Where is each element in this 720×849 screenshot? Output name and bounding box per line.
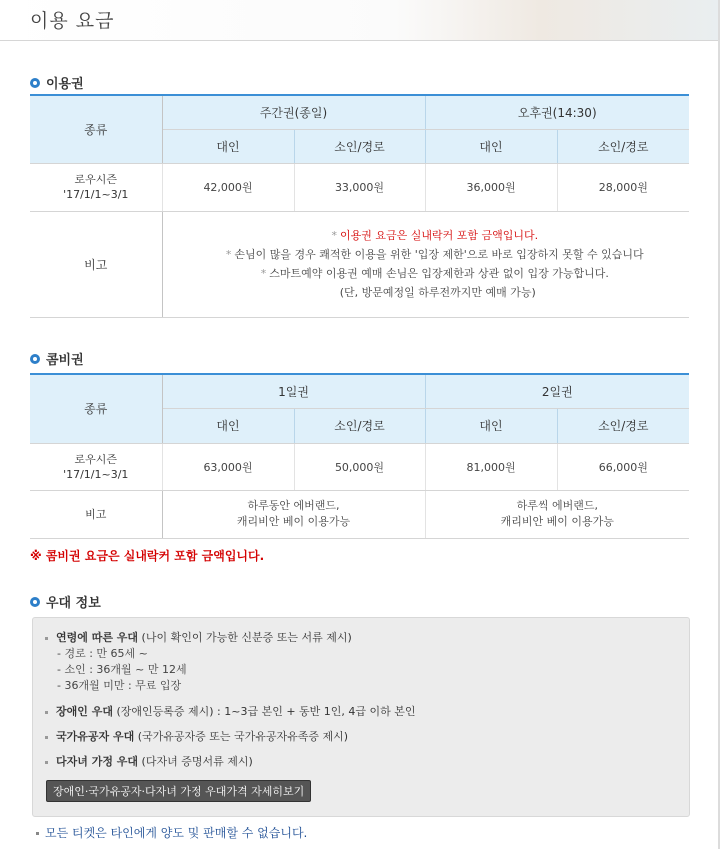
remark-2day: 하루씩 에버랜드, 캐리비안 베이 이용가능 bbox=[425, 490, 689, 538]
season-cell bbox=[30, 443, 162, 490]
price-cell: 66,000원 bbox=[557, 443, 689, 490]
note-line: (단, 방문예정일 하루전까지만 예매 가능) bbox=[339, 286, 536, 299]
benefit-info-box bbox=[32, 617, 690, 817]
combo-locker-note: ※ 콤비권 요금은 실내락커 포함 금액입니다. bbox=[30, 549, 265, 563]
page-header bbox=[0, 0, 720, 41]
adult-header: 대인 bbox=[162, 129, 294, 163]
circle-bullet-icon bbox=[30, 354, 40, 364]
benefit-detail-button[interactable]: 장애인·국가유공자·다자녀 가정 우대가격 자세히보기 bbox=[46, 780, 311, 802]
benefit-section-title-text: 우대 정보 bbox=[46, 596, 101, 611]
page-title: 이용 요금 bbox=[30, 10, 115, 32]
adult-header: 대인 bbox=[425, 129, 557, 163]
pass-section-title-text: 이용권 bbox=[46, 77, 84, 92]
season-period: '17/1/1~3/1 bbox=[63, 188, 129, 201]
season-name: 로우시즌 bbox=[74, 452, 117, 466]
table-row bbox=[30, 443, 689, 490]
adult-header: 대인 bbox=[162, 408, 294, 443]
benefit-section-title bbox=[30, 592, 101, 611]
price-cell: 33,000원 bbox=[294, 163, 425, 211]
age-benefit: 연령에 따른 우대 (나이 확인이 가능한 신분증 또는 서류 제시) bbox=[45, 629, 352, 645]
group-header-1day: 1일권 bbox=[162, 374, 425, 408]
child-header: 소인/경로 bbox=[294, 408, 425, 443]
group-header-2day: 2일권 bbox=[425, 374, 689, 408]
age-sub-infant: - 36개월 미만 : 무료 입장 bbox=[57, 679, 182, 692]
multichild-benefit: 다자녀 가정 우대 (다자녀 증명서류 제시) bbox=[45, 753, 253, 769]
remark-row bbox=[30, 211, 689, 317]
merit-benefit: 국가유공자 우대 (국가유공자증 또는 국가유공자유족증 제시) bbox=[45, 728, 348, 744]
table-row bbox=[30, 163, 689, 211]
transfer-notice: 모든 티켓은 타인에게 양도 및 판매할 수 없습니다. bbox=[36, 824, 307, 841]
price-cell: 28,000원 bbox=[557, 163, 689, 211]
pass-fare-table bbox=[30, 94, 689, 318]
adult-header: 대인 bbox=[425, 408, 557, 443]
square-bullet-icon bbox=[45, 637, 48, 640]
type-header: 종류 bbox=[30, 374, 162, 443]
price-cell: 50,000원 bbox=[294, 443, 425, 490]
child-header: 소인/경로 bbox=[557, 408, 689, 443]
note-line: * 이용권 요금은 실내락커 포함 금액입니다. bbox=[331, 229, 539, 242]
child-header: 소인/경로 bbox=[557, 129, 689, 163]
age-sub-child: - 소인 : 36개월 ~ 만 12세 bbox=[57, 663, 187, 676]
combo-fare-table bbox=[30, 373, 689, 539]
season-cell bbox=[30, 163, 162, 211]
circle-bullet-icon bbox=[30, 597, 40, 607]
group-header-daypass: 주간권(종일) bbox=[162, 95, 425, 129]
remark-label: 비고 bbox=[30, 211, 162, 317]
combo-section-title-text: 콤비권 bbox=[46, 353, 84, 368]
square-bullet-icon bbox=[45, 711, 48, 714]
remark-label: 비고 bbox=[30, 490, 162, 538]
price-cell: 81,000원 bbox=[425, 443, 557, 490]
group-header-afternoon: 오후권(14:30) bbox=[425, 95, 689, 129]
age-sub-senior: - 경로 : 만 65세 ~ bbox=[57, 647, 148, 660]
pass-section-title bbox=[30, 73, 84, 92]
price-cell: 42,000원 bbox=[162, 163, 294, 211]
season-name: 로우시즌 bbox=[74, 173, 117, 186]
note-line: * 손님이 많을 경우 쾌적한 이용을 위한 '입장 제한'으로 바로 입장하지 못할 수 있습니다 bbox=[225, 248, 644, 261]
remark-row bbox=[30, 490, 689, 538]
season-period: '17/1/1~3/1 bbox=[63, 467, 129, 481]
price-cell: 36,000원 bbox=[425, 163, 557, 211]
remark-notes bbox=[162, 211, 689, 317]
square-bullet-icon bbox=[36, 832, 39, 835]
circle-bullet-icon bbox=[30, 78, 40, 88]
child-header: 소인/경로 bbox=[294, 129, 425, 163]
remark-1day: 하루동안 에버랜드, 캐리비안 베이 이용가능 bbox=[162, 490, 425, 538]
type-header: 종류 bbox=[30, 95, 162, 163]
note-line: * 스마트예약 이용권 예매 손님은 입장제한과 상관 없이 입장 가능합니다. bbox=[260, 267, 609, 280]
price-cell: 63,000원 bbox=[162, 443, 294, 490]
disabled-benefit: 장애인 우대 (장애인등록증 제시) : 1~3급 본인 + 동반 1인, 4급 이하 본인 bbox=[45, 703, 416, 719]
square-bullet-icon bbox=[45, 736, 48, 739]
combo-section-title bbox=[30, 349, 84, 368]
square-bullet-icon bbox=[45, 761, 48, 764]
